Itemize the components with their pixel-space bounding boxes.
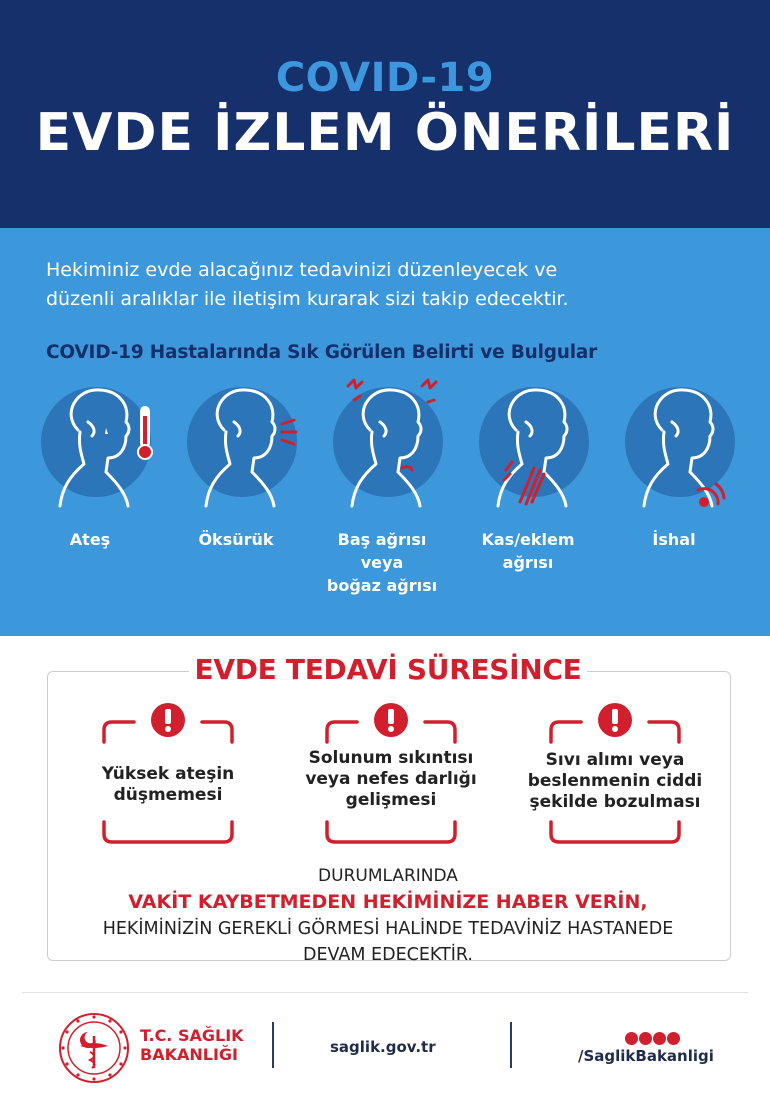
symptom-muscle-pain xyxy=(460,372,596,612)
ministry-logo-icon xyxy=(58,1012,130,1084)
call-line-4: DEVAM EDECEKTİR. xyxy=(303,945,473,965)
header-title: EVDE İZLEM ÖNERİLERİ xyxy=(35,103,735,163)
warning-nutrition xyxy=(527,700,703,850)
symptom-headache xyxy=(314,372,450,612)
ministry-name: T.C. SAĞLIK BAKANLIĞI xyxy=(140,1026,244,1064)
intro-line-2: düzenli aralıklar ile iletişim kurarak sizi takip edecektir. xyxy=(46,288,569,310)
social-handle[interactable]: /SaglikBakanligi xyxy=(578,1047,714,1065)
symptom-label: Baş ağrısı veya boğaz ağrısı xyxy=(326,530,438,595)
muscle-pain-icon xyxy=(460,372,596,522)
symptom-label: Ateş xyxy=(69,530,111,549)
warning-text: Yüksek ateşin düşmemesi xyxy=(101,764,235,805)
warning-icon xyxy=(374,703,408,737)
facebook-icon[interactable] xyxy=(625,1032,638,1045)
symptoms-title: COVID-19 Hastalarında Sık Görülen Belirti ve Bulgular xyxy=(46,342,598,363)
call-line-2: VAKİT KAYBETMEDEN HEKİMİNİZE HABER VERİN, xyxy=(128,891,648,913)
header-subtitle: COVID-19 xyxy=(275,55,495,101)
symptom-label: İshal xyxy=(652,530,696,549)
headache-icon xyxy=(314,372,450,522)
header-banner xyxy=(0,0,770,228)
call-line-1: DURUMLARINDA xyxy=(318,866,458,886)
instagram-icon[interactable] xyxy=(639,1032,652,1045)
warning-icon xyxy=(598,703,632,737)
footer-divider xyxy=(22,992,748,993)
call-line-3: HEKİMİNİZİN GEREKLİ GÖRMESİ HALİNDE TEDAVİNİZ HASTANEDE xyxy=(102,919,674,939)
symptom-cough xyxy=(168,372,304,612)
symptom-diarrhea xyxy=(606,372,742,612)
symptom-label: Öksürük xyxy=(198,530,274,549)
warning-breathing xyxy=(305,700,477,850)
diarrhea-icon xyxy=(606,372,742,522)
treatment-title: EVDE TEDAVİ SÜRESİNCE xyxy=(189,650,587,690)
youtube-icon[interactable] xyxy=(667,1032,680,1045)
twitter-icon[interactable] xyxy=(653,1032,666,1045)
intro-text xyxy=(46,256,746,314)
warning-text: Sıvı alımı veya beslenmenin ciddi şekilde bozulması xyxy=(527,750,703,812)
thermometer-icon xyxy=(22,372,158,522)
footer-separator xyxy=(272,1022,274,1068)
symptom-fever xyxy=(22,372,158,612)
website-link[interactable]: saglik.gov.tr xyxy=(330,1038,436,1056)
footer-separator xyxy=(510,1022,512,1068)
warning-text: Solunum sıkıntısı veya nefes darlığı gelişmesi xyxy=(305,748,477,810)
cough-icon xyxy=(168,372,304,522)
intro-line-1: Hekiminiz evde alacağınız tedavinizi düzenleyecek ve xyxy=(46,259,558,281)
warning-icon xyxy=(151,703,185,737)
warning-high-fever xyxy=(88,700,248,850)
symptom-label: Kas/eklem ağrısı xyxy=(481,530,575,572)
